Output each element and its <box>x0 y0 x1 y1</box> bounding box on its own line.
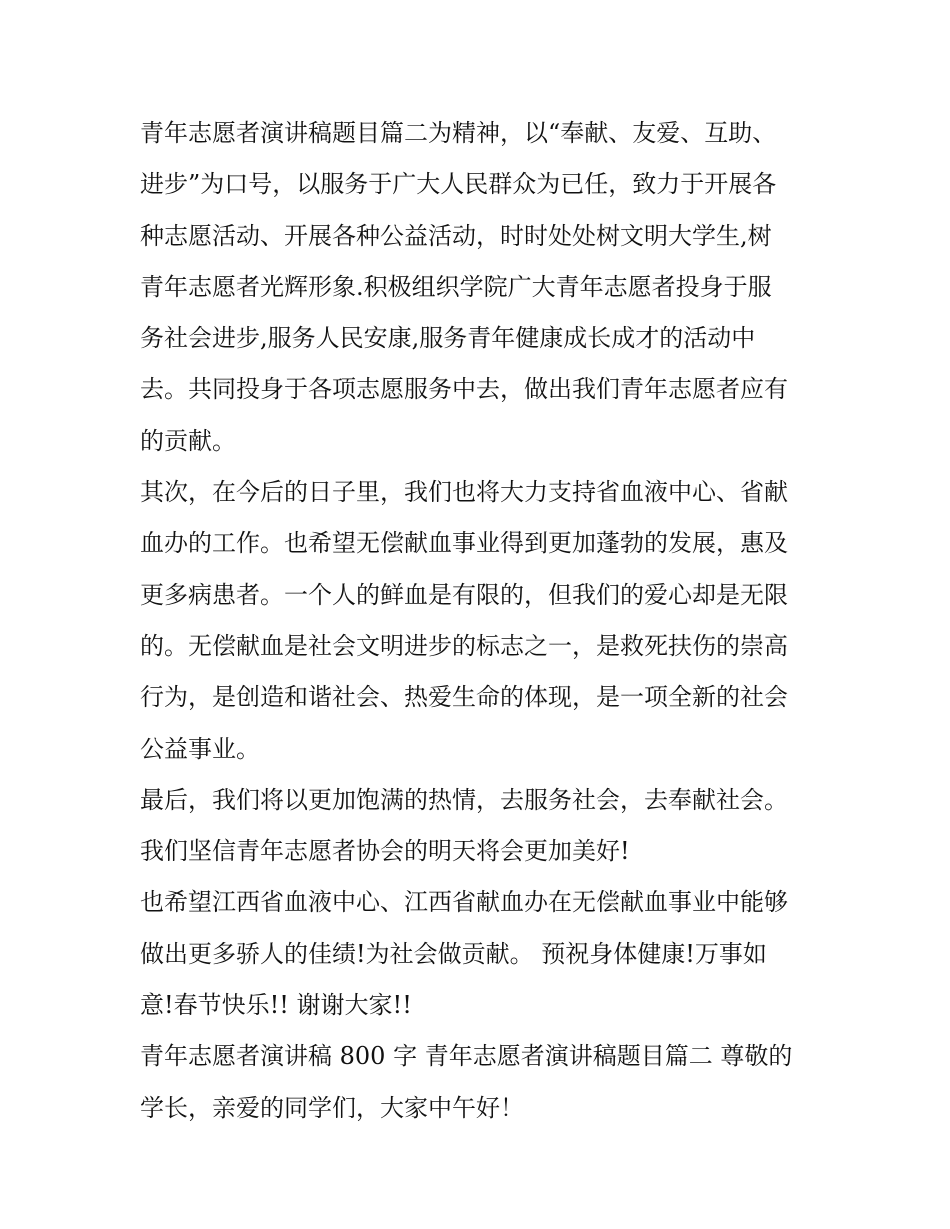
text-line: 青年志愿者演讲稿 800 字 青年志愿者演讲稿题目篇二 尊敬的 <box>140 1042 793 1071</box>
text-line: 青年志愿者演讲稿题目篇二为精神，以“奉献、友爱、互助、 <box>140 119 777 147</box>
text-line: 意!春节快乐!! 谢谢大家!! <box>140 991 412 1020</box>
text-line: 学长，亲爱的同学们，大家中午好！ <box>140 1093 524 1122</box>
text-line: 其次，在今后的日子里，我们也将大力支持省血液中心、省献 <box>140 478 788 507</box>
text-line: 行为，是创造和谐社会、热爱生命的体现，是一项全新的社会 <box>140 683 788 712</box>
text-line: 做出更多骄人的佳绩!为社会做贡献。 预祝身体健康!万事如 <box>140 939 767 968</box>
text-line: 务社会进步,服务人民安康,服务青年健康成长成才的活动中 <box>140 324 756 353</box>
body-text <box>140 108 820 1134</box>
text-line: 去。共同投身于各项志愿服务中去，做出我们青年志愿者应有 <box>140 375 788 404</box>
text-line: 血办的工作。也希望无偿献血事业得到更加蓬勃的发展，惠及 <box>140 529 788 558</box>
text-line: 公益事业。 <box>140 734 260 763</box>
text-line: 的。无偿献血是社会文明进步的标志之一，是救死扶伤的崇高 <box>140 631 788 660</box>
text-line: 种志愿活动、开展各种公益活动，时时处处树文明大学生,树 <box>140 221 772 250</box>
text-line: 我们坚信青年志愿者协会的明天将会更加美好! <box>140 837 630 866</box>
text-line: 进步”为口号，以服务于广大人民群众为已任，致力于开展各 <box>140 170 777 199</box>
text-line: 青年志愿者光辉形象.积极组织学院广大青年志愿者投身于服 <box>140 272 772 301</box>
text-line: 也希望江西省血液中心、江西省献血办在无偿献血事业中能够 <box>140 888 788 917</box>
text-line: 最后，我们将以更加饱满的热情，去服务社会，去奉献社会。 <box>140 785 788 814</box>
text-line: 的贡献。 <box>140 426 236 455</box>
text-line: 更多病患者。一个人的鲜血是有限的，但我们的爱心却是无限 <box>140 580 788 609</box>
